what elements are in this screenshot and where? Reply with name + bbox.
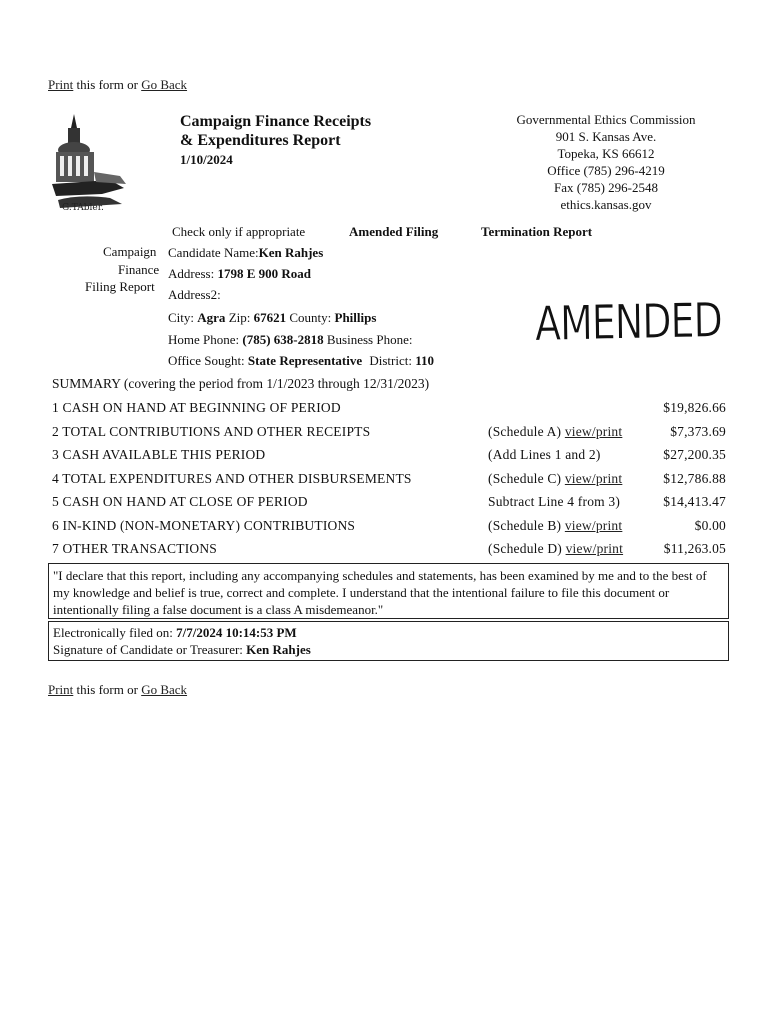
commission-office-phone: Office (785) 296-4219 [547, 163, 665, 178]
declaration-text: "I declare that this report, including any accompanying schedules and statements, has been examined by me and to the best of my knowledge and belief is true, correct and complete. I understand that the intentional failure to file this document or intentionally filing a false document is a class A misdemeanor." [53, 568, 707, 617]
summary-row-schedule: (Schedule B) view/print [488, 518, 623, 533]
zip-value: 67621 [253, 310, 287, 325]
go-back-link[interactable]: Go Back [141, 682, 188, 697]
office-sought-value: State Representative [247, 353, 363, 368]
commission-city: Topeka, KS 66612 [557, 146, 655, 161]
side-label-finance: Finance [118, 262, 160, 277]
summary-row-label: 4 TOTAL EXPENDITURES AND OTHER DISBURSEMENTS [52, 471, 412, 486]
report-title [180, 112, 371, 169]
declaration-box [48, 563, 729, 619]
zip-label: Zip: [228, 310, 251, 325]
nav-middle-text: this form or [76, 682, 138, 697]
summary-row-1 [52, 400, 730, 418]
print-link[interactable]: Print [48, 77, 74, 92]
amended-stamp: AMENDED [534, 292, 723, 352]
go-back-link[interactable]: Go Back [141, 77, 188, 92]
summary-row-schedule: (Add Lines 1 and 2) [488, 447, 601, 462]
summary-row-schedule: Subtract Line 4 from 3) [488, 494, 621, 509]
district-label: District: [369, 353, 412, 368]
office-sought-label: Office Sought: [168, 353, 245, 368]
address-value: 1798 E 900 Road [217, 266, 312, 281]
summary-row-2 [52, 424, 730, 442]
candidate-name: Ken Rahjes [258, 245, 324, 260]
commission-fax: Fax (785) 296-2548 [554, 180, 658, 195]
home-phone-value: (785) 638-2818 [242, 332, 324, 347]
side-label-filing-report: Filing Report [85, 279, 155, 294]
office-row [168, 353, 434, 369]
business-phone-label: Business Phone: [326, 332, 413, 347]
commission-street: 901 S. Kansas Ave. [555, 129, 657, 144]
summary-row-amount: $11,263.05 [663, 541, 726, 556]
summary-row-schedule: (Schedule A) view/print [488, 424, 623, 439]
city-row [168, 310, 376, 326]
commission-website: ethics.kansas.gov [560, 197, 652, 212]
schedule-c-view-print-link[interactable]: view/print [564, 471, 623, 486]
summary-row-label: 1 CASH ON HAND AT BEGINNING OF PERIOD [52, 400, 341, 415]
summary-row-schedule: (Schedule D) view/print [488, 541, 624, 556]
address-label: Address: [168, 266, 215, 281]
filing-check-label: Check only if appropriate [172, 224, 306, 239]
summary-row-amount: $12,786.88 [663, 471, 726, 486]
schedule-d-view-print-link[interactable]: view/print [565, 541, 624, 556]
svg-text:G.TAbler.: G.TAbler. [62, 203, 104, 212]
termination-report-label: Termination Report [481, 224, 593, 239]
district-value: 110 [415, 353, 435, 368]
bottom-nav [48, 682, 187, 698]
signature-box [48, 621, 729, 661]
summary-row-label: 3 CASH AVAILABLE THIS PERIOD [52, 447, 266, 462]
summary-row-3 [52, 447, 730, 465]
summary-row-4 [52, 471, 730, 489]
city-label: City: [168, 310, 195, 325]
candidate-name-label: Candidate Name: [168, 245, 259, 260]
kansas-seal-logo [50, 110, 132, 212]
address-row [168, 266, 311, 282]
report-date: 1/10/2024 [180, 152, 233, 167]
summary-row-amount: $19,826.66 [663, 400, 726, 415]
summary-row-label: 6 IN-KIND (NON-MONETARY) CONTRIBUTIONS [52, 518, 356, 533]
summary-row-schedule: (Schedule C) view/print [488, 471, 623, 486]
filed-label: Electronically filed on: [53, 625, 173, 640]
schedule-a-view-print-link[interactable]: view/print [564, 424, 623, 439]
candidate-name-row [168, 245, 323, 261]
filed-row [53, 624, 724, 641]
address2-label: Address2: [168, 287, 221, 302]
summary-row-7 [52, 541, 730, 559]
print-link[interactable]: Print [48, 682, 74, 697]
top-nav [48, 77, 187, 93]
filed-value: 7/7/2024 10:14:53 PM [176, 625, 297, 640]
nav-middle-text: this form or [76, 77, 138, 92]
summary-row-label: 5 CASH ON HAND AT CLOSE OF PERIOD [52, 494, 308, 509]
summary-row-amount: $14,413.47 [663, 494, 726, 509]
summary-row-label: 7 OTHER TRANSACTIONS [52, 541, 218, 556]
summary-row-label: 2 TOTAL CONTRIBUTIONS AND OTHER RECEIPTS [52, 424, 371, 439]
phone-row [168, 332, 412, 348]
signature-label: Signature of Candidate or Treasurer: [53, 642, 243, 657]
summary-row-amount: $7,373.69 [670, 424, 726, 439]
summary-row-amount: $0.00 [694, 518, 726, 533]
county-label: County: [289, 310, 332, 325]
report-title-line1: Campaign Finance Receipts [180, 113, 372, 130]
commission-info [498, 111, 714, 213]
commission-name: Governmental Ethics Commission [516, 112, 696, 127]
city-value: Agra [197, 310, 226, 325]
side-label-campaign: Campaign [103, 244, 157, 259]
signature-value: Ken Rahjes [246, 642, 311, 657]
report-title-line2: & Expenditures Report [180, 132, 341, 149]
home-phone-label: Home Phone: [168, 332, 240, 347]
summary-row-6 [52, 518, 730, 536]
summary-title: SUMMARY (covering the period from 1/1/2023 through 12/31/2023) [52, 376, 430, 391]
summary-row-amount: $27,200.35 [663, 447, 726, 462]
amended-filing-label: Amended Filing [349, 224, 439, 239]
schedule-b-view-print-link[interactable]: view/print [564, 518, 623, 533]
summary-row-5 [52, 494, 730, 512]
signature-row [53, 641, 724, 658]
county-value: Phillips [334, 310, 377, 325]
